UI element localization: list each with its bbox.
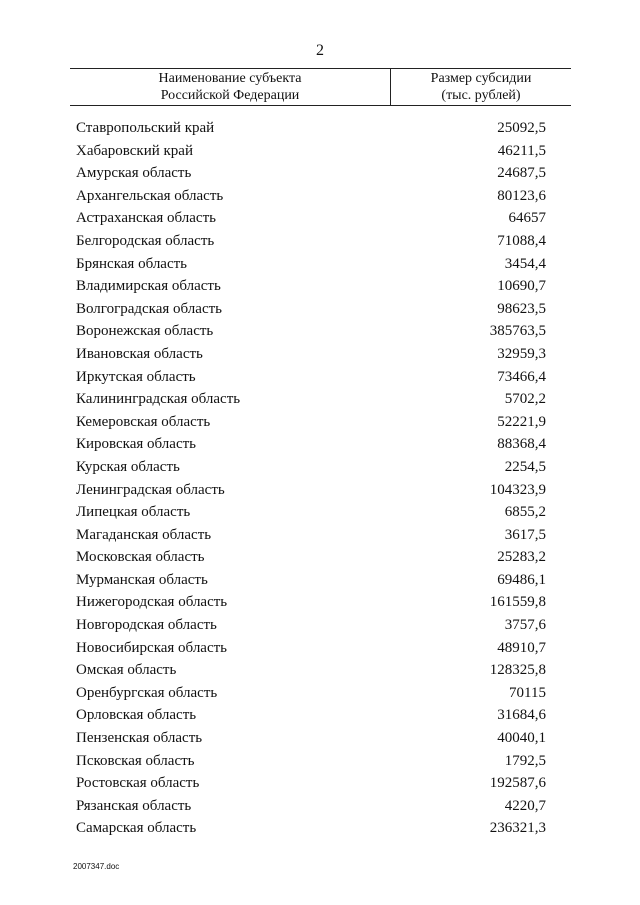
subsidy-value: 25283,2 (497, 549, 546, 566)
subsidy-value: 24687,5 (497, 165, 546, 182)
subsidy-value: 46211,5 (497, 142, 546, 159)
header-region-name (70, 70, 390, 104)
table-row (0, 591, 640, 614)
region-name: Владимирская область (76, 278, 221, 295)
subsidy-value: 71088,4 (497, 232, 546, 249)
subsidy-value: 128325,8 (489, 662, 546, 679)
subsidy-value: 52221,9 (497, 413, 546, 430)
subsidy-value: 31684,6 (497, 707, 546, 724)
table-row (0, 637, 640, 660)
subsidy-value: 98623,5 (497, 300, 546, 317)
region-name: Пензенская область (76, 730, 203, 747)
table-row (0, 162, 640, 185)
region-name: Новгородская область (76, 617, 217, 634)
table-row (0, 569, 640, 592)
subsidy-value: 73466,4 (497, 368, 546, 385)
table-row (0, 479, 640, 502)
region-name: Мурманская область (76, 571, 208, 588)
subsidy-value: 70115 (509, 684, 546, 701)
table-row (0, 411, 640, 434)
subsidy-value: 88368,4 (497, 436, 546, 453)
region-name: Ивановская область (76, 345, 203, 362)
region-name: Орловская область (76, 707, 197, 724)
region-name: Хабаровский край (76, 142, 193, 159)
table-row (0, 388, 640, 411)
header-region-name-line-2: Российской Федерации (160, 88, 300, 103)
subsidy-value: 69486,1 (497, 571, 546, 588)
table-row (0, 433, 640, 456)
table-row (0, 501, 640, 524)
region-name: Кемеровская область (76, 413, 211, 430)
region-name: Омская область (76, 662, 177, 679)
region-name: Белгородская область (76, 232, 215, 249)
region-name: Ставропольский край (76, 120, 215, 136)
region-name: Архангельская область (76, 187, 224, 204)
region-name: Ленинградская область (76, 481, 225, 498)
region-name: Московская область (76, 549, 205, 566)
subsidy-value: 10690,7 (497, 278, 546, 295)
region-name: Оренбургская область (76, 684, 218, 701)
subsidy-value: 48910,7 (497, 639, 546, 656)
subsidy-value: 64657 (508, 210, 546, 227)
subsidy-value: 25092,5 (497, 120, 546, 136)
region-name: Нижегородская область (76, 594, 228, 611)
table-row (0, 343, 640, 366)
table-row (0, 750, 640, 773)
subsidy-value: 3454,4 (504, 255, 546, 272)
header-subsidy-amount-line-1: Размер субсидии (430, 71, 532, 86)
table-row (0, 456, 640, 479)
region-name: Ростовская область (76, 775, 200, 792)
region-name: Калининградская область (76, 391, 241, 408)
table-row (0, 117, 640, 140)
subsidy-value: 236321,3 (489, 820, 546, 837)
table-row (0, 298, 640, 321)
header-subsidy-amount-line-2: (тыс. рублей) (441, 88, 521, 103)
subsidy-value: 4220,7 (504, 797, 546, 814)
table-row (0, 140, 640, 163)
table-row (0, 207, 640, 230)
subsidy-value: 3757,6 (504, 617, 546, 634)
table-row (0, 546, 640, 569)
subsidy-value: 80123,6 (497, 187, 546, 204)
subsidy-value: 385763,5 (489, 323, 546, 340)
subsidy-value: 1792,5 (504, 752, 546, 769)
page-number: 2 (316, 42, 324, 59)
subsidy-value: 192587,6 (489, 775, 546, 792)
table-row (0, 727, 640, 750)
region-name: Иркутская область (76, 368, 196, 385)
table-row (0, 772, 640, 795)
region-name: Рязанская область (76, 797, 192, 814)
region-name: Астраханская область (76, 210, 216, 227)
table-header-bottom-rule (70, 105, 571, 106)
subsidy-value: 161559,8 (489, 594, 546, 611)
region-name: Воронежская область (76, 323, 214, 340)
region-name: Псковская область (76, 752, 195, 769)
table-row (0, 524, 640, 547)
region-name: Волгоградская область (76, 300, 222, 317)
table-row (0, 659, 640, 682)
table-row (0, 614, 640, 637)
header-region-name-line-1: Наименование субъекта (158, 71, 302, 86)
table-body (0, 117, 640, 840)
region-name: Самарская область (76, 820, 197, 837)
subsidy-value: 2254,5 (504, 458, 546, 475)
document-filename: 2007347.doc (73, 862, 120, 871)
region-name: Кировская область (76, 436, 197, 453)
table-row (0, 320, 640, 343)
table-row (0, 275, 640, 298)
table-row (0, 230, 640, 253)
table-row (0, 253, 640, 276)
header-subsidy-amount (391, 70, 571, 104)
region-name: Липецкая область (76, 504, 191, 521)
table-row (0, 795, 640, 818)
region-name: Новосибирская область (76, 639, 228, 656)
table-row (0, 366, 640, 389)
subsidy-value: 40040,1 (497, 730, 546, 747)
table-row (0, 817, 640, 840)
table-top-rule (70, 68, 571, 69)
subsidy-value: 3617,5 (504, 526, 546, 543)
region-name: Магаданская область (76, 526, 212, 543)
subsidy-value: 6855,2 (504, 504, 546, 521)
table-row (0, 185, 640, 208)
region-name: Курская область (76, 458, 180, 475)
subsidy-value: 5702,2 (504, 391, 546, 408)
subsidy-value: 32959,3 (497, 345, 546, 362)
subsidy-value: 104323,9 (489, 481, 546, 498)
region-name: Брянская область (76, 255, 188, 272)
region-name: Амурская область (76, 165, 192, 182)
table-row (0, 704, 640, 727)
table-row (0, 682, 640, 705)
